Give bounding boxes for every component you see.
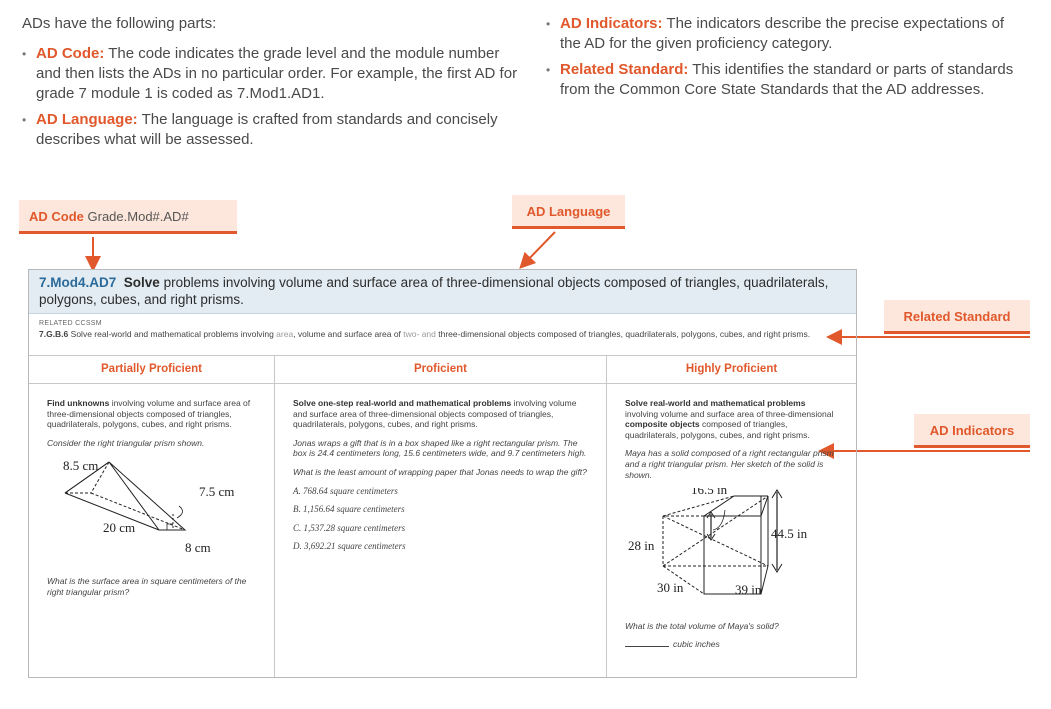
callout-ad-code: AD Code Grade.Mod#.AD# (19, 200, 237, 234)
label-16.5in: 16.5 in (691, 488, 728, 498)
arrow-ad-language (522, 232, 555, 266)
column-title: Proficient (275, 356, 606, 384)
label-20cm: 20 cm (103, 520, 136, 536)
label-39in: 39 in (735, 582, 762, 598)
related-standard: RELATED CCSSM 7.G.B.6 Solve real-world and mathematical problems involving area, volume and surface area of two- and three-dimensional objects composed of triangles, quadrilaterals, polygons, cubes, and right prisms. (29, 314, 856, 356)
list-item: • AD Code: The code indicates the grade level and the module number and then lists the ADs in no particular order. For example, the first AD for grade 7 module 1 is coded as 7.Mod1.AD1. (22, 44, 522, 104)
callout-ad-indicators: AD Indicators (914, 414, 1030, 448)
answer-blank (625, 646, 669, 647)
ad-statement: 7.Mod4.AD7 Solve problems involving volume and surface area of three-dimensional objects composed of triangles, quadrilaterals, polygons, cubes, and right prisms. (29, 270, 856, 314)
answer-choice-b: B. 1,156.64 square centimeters (293, 504, 405, 515)
label-30in: 30 in (657, 580, 684, 596)
column-proficient: Proficient Solve one-step real-world and mathematical problems involving volume and surface area of three-dimensional objects composed of triangles, quadrilaterals, polygons, cubes, and right prisms. Jonas wraps a gift that is in a box shaped like a right rectangular prism. The box is 24.4 centimeters long, 15.6 centimeters wide, and 9.7 centimeters high. What is the least amount of wrapping paper that Jonas needs to wrap the gift? A. 768.64 square centimeters B. 1,156.64 square centimeters C. 1,537.28 square centimeters D. 3,692.21 square centimeters (275, 356, 607, 677)
intro-heading: ADs have the following parts: (22, 15, 217, 32)
callout-ad-language: AD Language (512, 195, 625, 229)
callout-related-standard: Related Standard (884, 300, 1030, 334)
column-highly-proficient: Highly Proficient Solve real-world and mathematical problems involving volume and surface area of three-dimensional composite objects composed of triangles, quadrilaterals, polygons, cubes, and right prisms. Maya has a solid composed of a right rectangular prism and a right triangular prism. Her sketch of the solid is shown. 16.5 in 44.5 in 28 in 30 in 39 in What is the total volume of Maya's solid? cubic inches (607, 356, 856, 677)
ad-code: 7.Mod4.AD7 (39, 275, 117, 290)
label-7.5cm: 7.5 cm (199, 484, 235, 500)
column-title: Partially Proficient (29, 356, 274, 384)
triangular-prism-figure (47, 456, 257, 561)
list-item: • Related Standard: This identifies the standard or parts of standards from the Common Core State Standards that the AD addresses. (546, 60, 1026, 100)
label-8.5cm: 8.5 cm (63, 458, 99, 474)
column-title: Highly Proficient (607, 356, 856, 384)
answer-choice-c: C. 1,537.28 square centimeters (293, 522, 406, 533)
answer-choice-d: D. 3,692.21 square centimeters (293, 541, 406, 552)
label-44.5in: 44.5 in (771, 526, 808, 542)
column-partially-proficient: Partially Proficient Find unknowns involving volume and surface area of three-dimensional objects composed of triangles, quadrilaterals, polygons, cubes, and right prisms. Consider the right triangular prism shown. 8.5 cm 7.5 cm 20 cm 8 cm What is the surface area in square centimeters of the right triangular prism? (29, 356, 275, 677)
list-item: • AD Indicators: The indicators describe the precise expectations of the AD for the given proficiency category. (546, 14, 1026, 54)
answer-choice-a: A. 768.64 square centimeters (293, 485, 398, 496)
label-28in: 28 in (628, 538, 655, 554)
list-item: • AD Language: The language is crafted from standards and concisely describes what will be assessed. (22, 110, 522, 150)
ad-card (28, 269, 857, 678)
composite-solid-figure (625, 488, 840, 610)
label-8cm: 8 cm (185, 540, 211, 556)
